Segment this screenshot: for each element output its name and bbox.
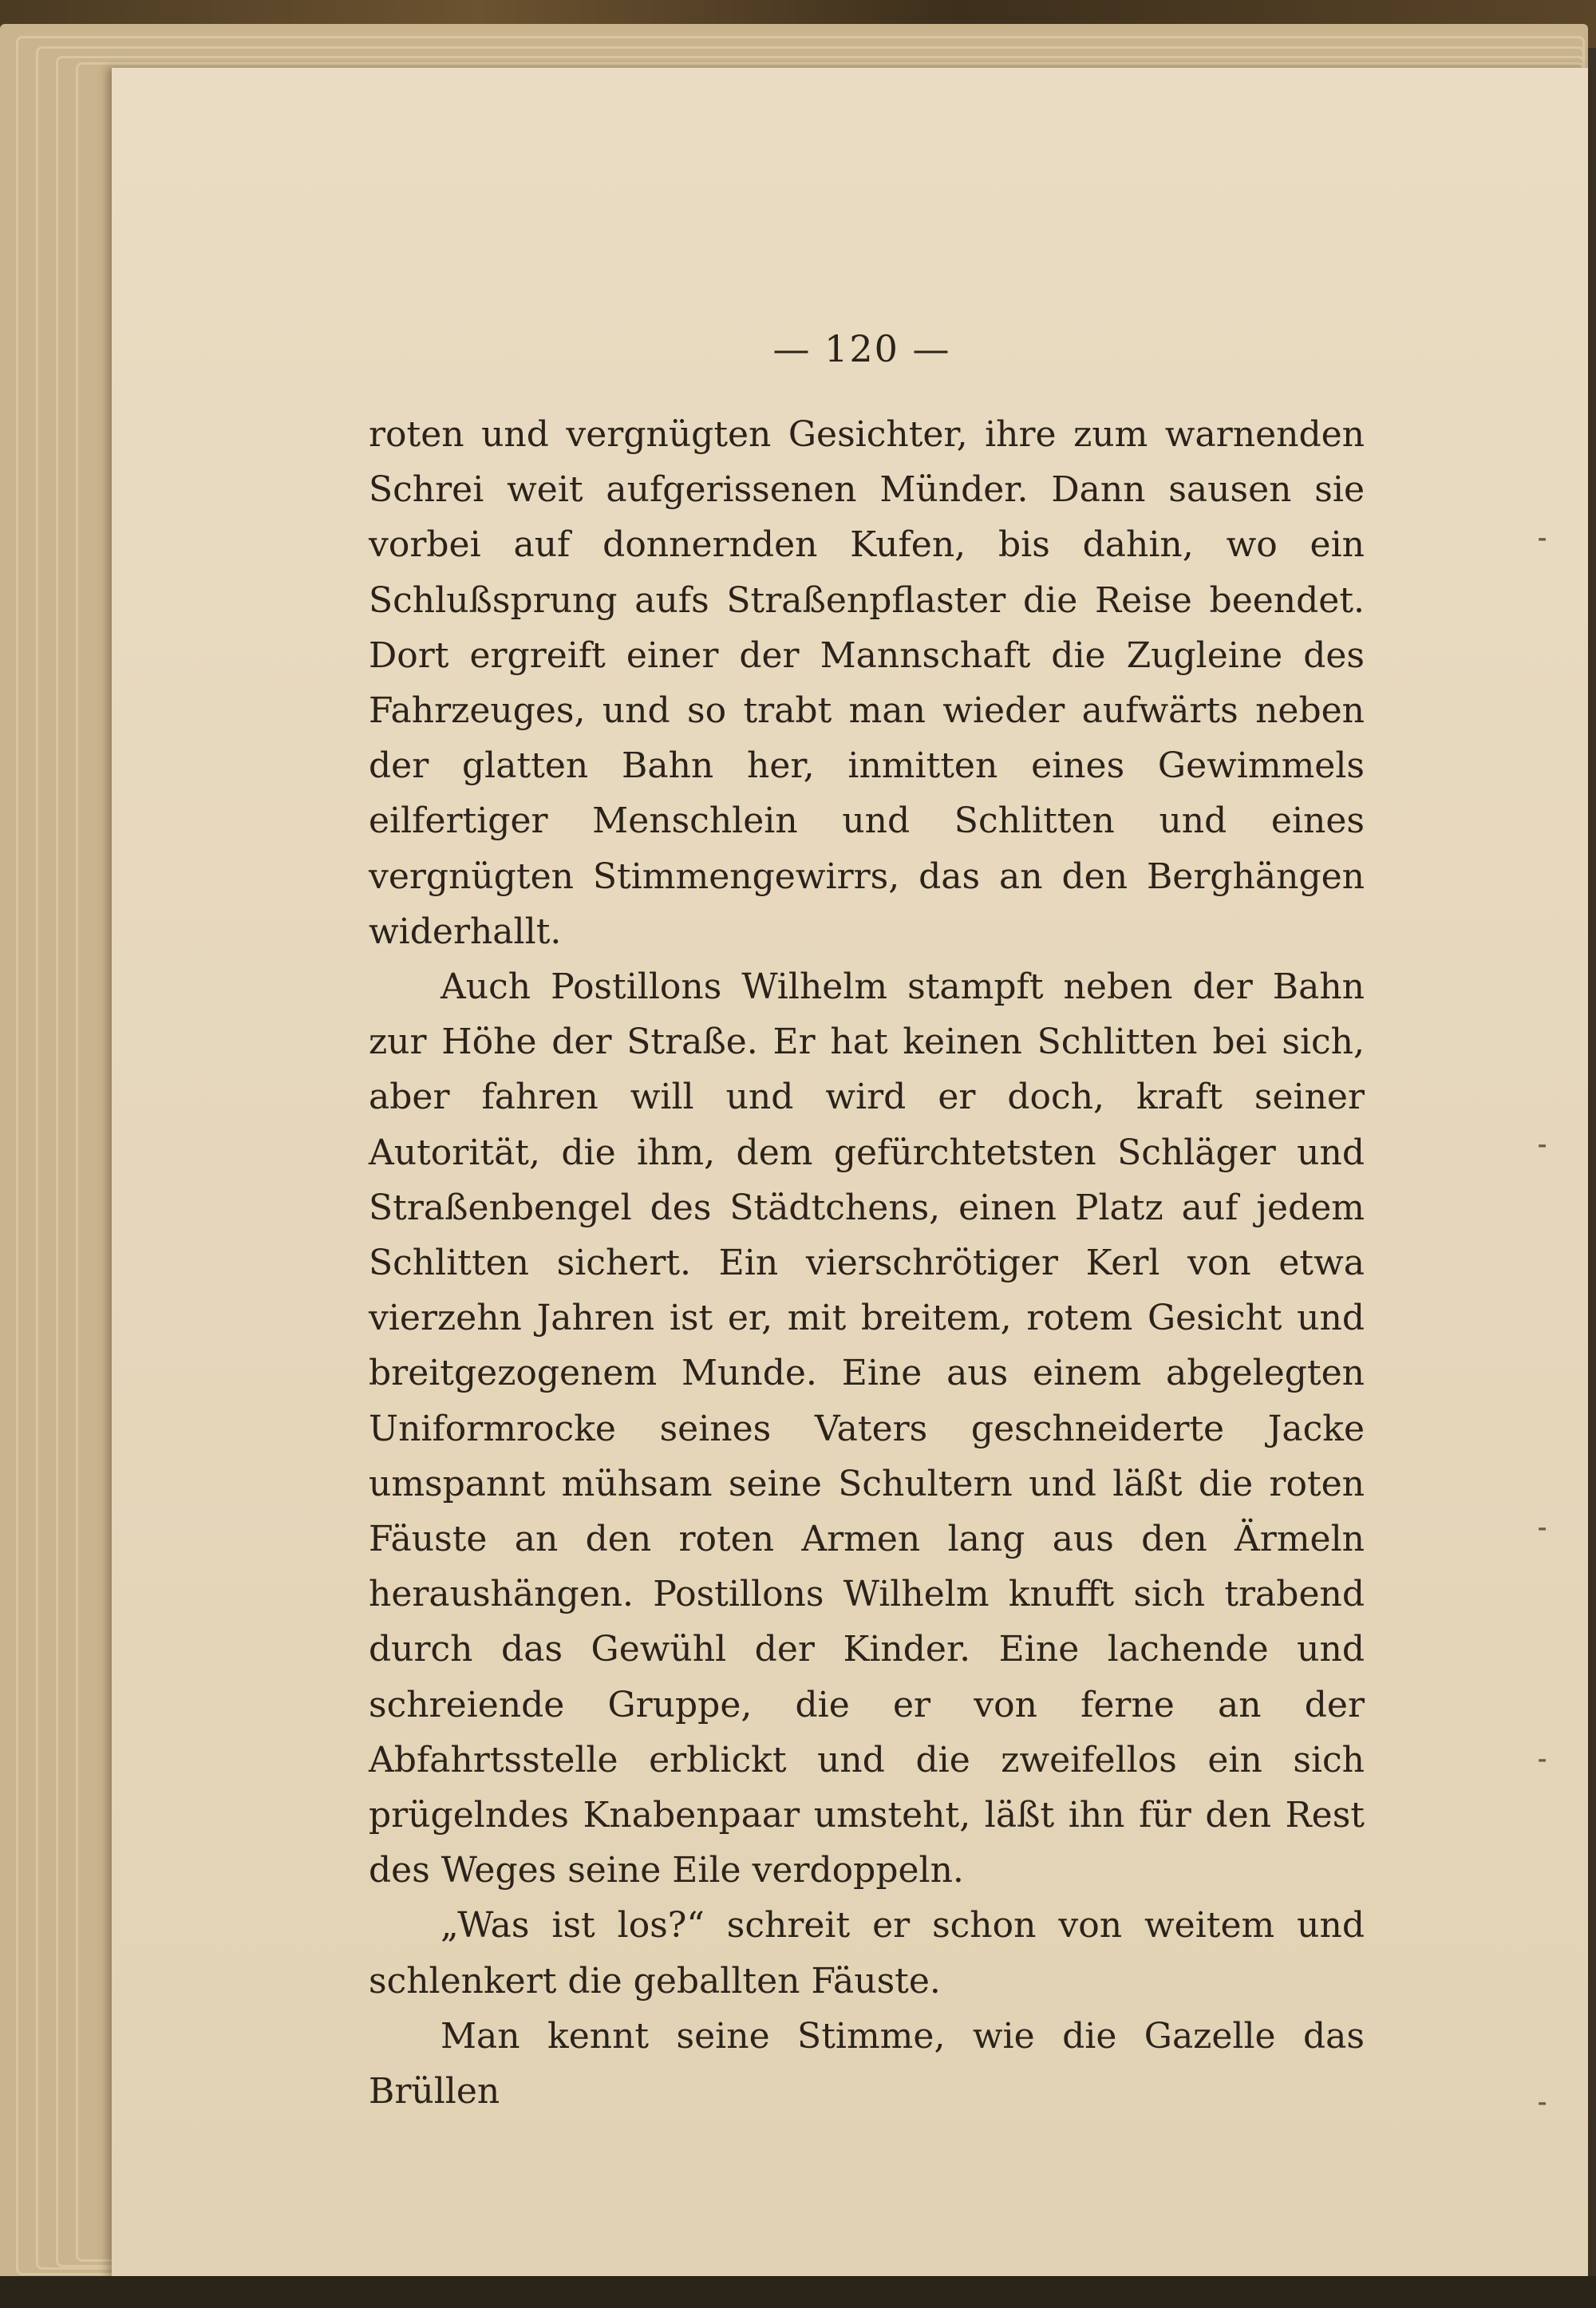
margin-mark: ⁃ <box>1536 527 1548 555</box>
margin-mark: ⁃ <box>1536 1516 1548 1544</box>
margin-mark: ⁃ <box>1536 1133 1548 1161</box>
paragraph: „Was ist los?“ schreit er schon von weitem und schlenkert die geballten Fäuste. <box>369 1905 1365 2002</box>
paragraph: Man kennt seine Stimme, wie die Gazelle das Brüllen <box>369 2015 1365 2112</box>
paragraph: roten und vergnügten Gesichter, ihre zum warnenden Schrei weit aufgerissenen Münder. Dann sausen sie vorbei auf donnernden Kufen, bis dahin, wo ein Schlußsprung aufs Straßenpflaster die Reise beendet. Dort ergreift einer der Mannschaft die Zugleine des Fahrzeuges, und so trabt man wieder aufwärts neben der glatten Bahn her, inmitten eines Gewimmels eilfertiger Menschlein und Schlitten und eines vergnügten Stimmengewirrs, das an den Berghängen widerhallt. <box>369 414 1365 952</box>
margin-mark: ⁃ <box>1536 1748 1548 1776</box>
scan-bottom-edge <box>0 2276 1596 2308</box>
margin-mark: ⁃ <box>1536 2091 1548 2119</box>
page-number: — 120 — <box>772 327 951 370</box>
page-body <box>369 407 1365 2119</box>
paragraph: Auch Postillons Wilhelm stampft neben der Bahn zur Höhe der Straße. Er hat keinen Schlitten bei sich, aber fahren will und wird er doch, kraft seiner Autorität, die ihm, dem gefürchtetsten Schläger und Straßenbengel des Städtchens, einen Platz auf jedem Schlitten sichert. Ein vierschrötiger Kerl von etwa vierzehn Jahren ist er, mit breitem, rotem Gesicht und breitgezogenem Munde. Eine aus einem abgelegten Uniformrocke seines Vaters geschneiderte Jacke umspannt mühsam seine Schultern und läßt die roten Fäuste an den roten Armen lang aus den Ärmeln heraushängen. Postillons Wilhelm knufft sich trabend durch das Gewühl der Kinder. Eine lachende und schreiende Gruppe, die er von ferne an der Abfahrtsstelle erblickt und die zweifellos ein sich prügelndes Knabenpaar umsteht, läßt ihn für den Rest des Weges seine Eile verdoppeln. <box>369 966 1365 1891</box>
